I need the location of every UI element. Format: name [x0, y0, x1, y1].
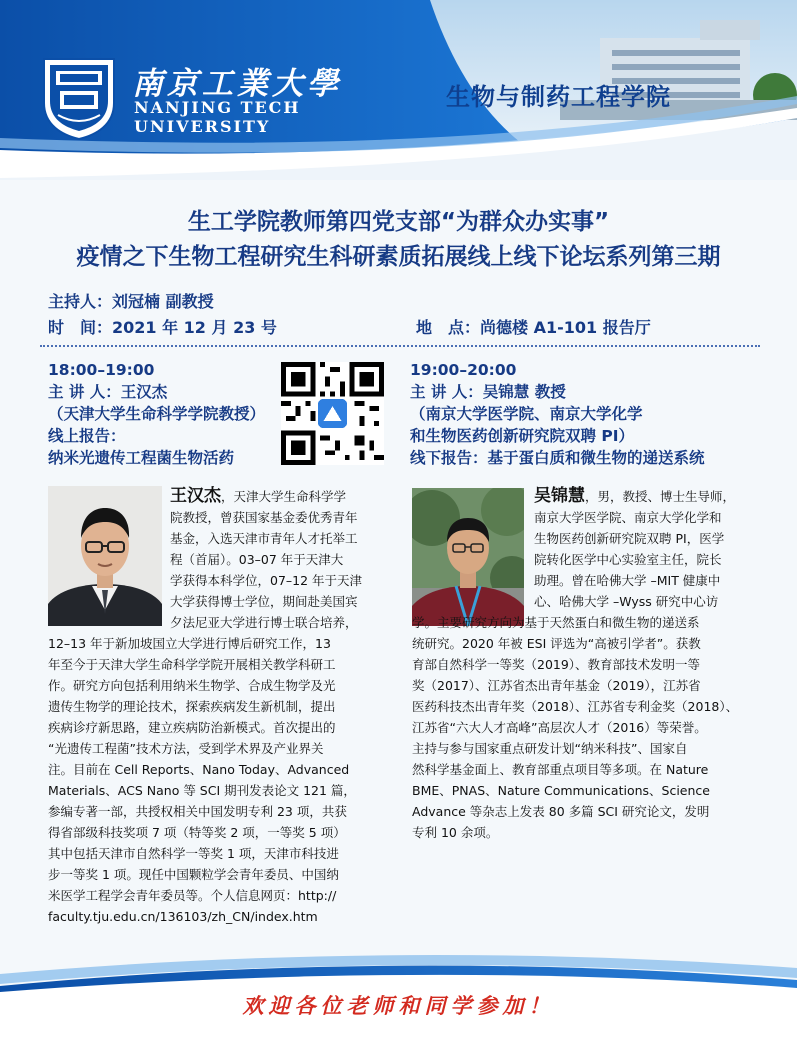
speaker1-bio	[48, 486, 388, 927]
speaker2-bio-line: 学。主要研究方向为基于天然蛋白和微生物的递送系	[412, 615, 700, 630]
speaker2-header	[410, 359, 705, 469]
speaker2-bio-line: ，男，教授、博士生导师，	[585, 489, 736, 504]
speaker2-time: 19:00–20:00	[410, 361, 517, 379]
speaker1-bio-line: 年至今于天津大学生命科学学院开展相关教学科研工	[48, 657, 336, 672]
speaker1-bio-line: 学获得本科学位，07–12 年于天津	[170, 573, 363, 588]
speaker2-bio-line: Advance 等杂志上发表 80 多篇 SCI 研究论文，发明	[412, 804, 710, 819]
speaker1-header	[48, 359, 265, 469]
speaker1-bio-line: 夕法尼亚大学进行博士联合培养，	[170, 615, 358, 630]
speaker2-bio-line: 生物医药创新研究院双聘 PI，医学	[534, 531, 725, 546]
speaker1-topic: 纳米光遗传工程菌生物活药	[48, 449, 235, 467]
speaker2-bio-line: 奖（2017）、江苏省杰出青年基金（2019），江苏省	[412, 678, 701, 693]
speaker2-bio-line: 育部自然科学一等奖（2019）、教育部技术发明一等	[412, 657, 701, 672]
speaker2-bio-line: 统研究。2020 年被 ESI 评选为“高被引学者”。获教	[412, 636, 701, 651]
event-title-line2: 疫情之下生物工程研究生科研素质拓展线上线下论坛系列第三期	[76, 244, 721, 270]
host-info: 主持人：刘冠楠 副教授	[48, 292, 214, 311]
speaker1-bio-line: 大学获得博士学位，期间赴美国宾	[170, 594, 358, 609]
speaker1-bio-line: Materials、ACS Nano 等 SCI 期刊发表论文 121 篇，	[48, 783, 356, 798]
speaker1-bio-line: 得省部级科技奖项 7 项（特等奖 2 项，一等奖 5 项）	[48, 825, 346, 840]
speaker1-affiliation: （天津大学生命科学学院教授）	[48, 405, 266, 423]
speaker1-time: 18:00–19:00	[48, 361, 155, 379]
speaker1-bio-line: 参编专著一部，共授权相关中国发明专利 23 项，共获	[48, 804, 347, 819]
event-title-line1: 生工学院教师第四党支部“为群众办实事”	[187, 209, 610, 235]
speaker1-name: 主 讲 人：王汉杰	[48, 383, 168, 401]
speaker2-bio-name: 吴锦慧	[534, 486, 585, 506]
welcome-message: 欢迎各位老师和同学参加！	[242, 993, 555, 1018]
university-name-en-line2: UNIVERSITY	[134, 117, 271, 136]
speaker1-bio-line: 其中包括天津市自然科学一等奖 1 项，天津市科技进	[48, 846, 339, 861]
section-divider	[40, 345, 760, 347]
speaker2-bio-line: BME、PNAS、Nature Communications、Science	[412, 783, 710, 798]
university-name-en-line1: NANJING TECH	[134, 98, 301, 117]
speaker2-bio-line: 专利 10 余项。	[412, 825, 499, 840]
speaker1-bio-line: 院教授，曾获国家基金委优秀青年	[170, 510, 358, 525]
speaker2-name: 主 讲 人：吴锦慧 教授	[410, 383, 566, 401]
speaker1-bio-line: ，天津大学生命科学学	[221, 489, 347, 504]
header-background	[0, 0, 797, 180]
speaker1-bio-line: 米医学工程学会青年委员等。个人信息网页：http://	[48, 888, 337, 903]
header-banner	[0, 0, 797, 180]
university-name-cn: 南京工業大學	[132, 66, 342, 102]
speaker1-bio-line: “光遗传工程菌”技术方法，受到学术界及产业界关	[48, 741, 324, 756]
speaker2-bio-line: 心、哈佛大学 –Wyss 研究中心访	[534, 594, 719, 609]
speaker2-topic: 线下报告：基于蛋白质和微生物的递送系统	[410, 449, 705, 467]
speaker1-bio-line: 注。目前在 Cell Reports、Nano Today、Advanced	[48, 762, 350, 777]
speaker1-bio-name: 王汉杰	[170, 486, 221, 506]
speaker2-bio-line: 医药科技杰出青年奖（2018）、江苏省专利金奖（2018）、	[412, 699, 739, 714]
speaker1-report-type: 线上报告：	[48, 427, 126, 445]
speaker2-bio-line: 南京大学医学院、南京大学化学和	[534, 510, 722, 525]
university-emblem-icon	[40, 55, 118, 141]
speaker2-affiliation-line1: （南京大学医学院、南京大学化学	[410, 405, 643, 423]
speaker1-bio-line: 步一等奖 1 项。现任中国颗粒学会青年委员、中国纳	[48, 867, 339, 882]
speaker2-bio-line: 江苏省“六大人才高峰”高层次人才（2016）等荣誉。	[412, 720, 707, 735]
speaker1-bio-line: 程（首届）。03–07 年于天津大	[170, 552, 344, 567]
speaker1-bio-line: 遗传生物学的理论技术，探索疾病发生新机制，提出	[48, 699, 336, 714]
speaker2-bio-line: 院转化医学中心实验室主任，院长	[534, 552, 722, 567]
speaker2-bio-line: 主持与参与国家重点研发计划“纳米科技”、国家自	[412, 741, 688, 756]
speaker2-bio	[412, 486, 757, 843]
speaker1-homepage-link[interactable]: faculty.tju.edu.cn/136103/zh_CN/index.htm	[48, 909, 318, 924]
place-info: 地 点：尚德楼 A1-101 报告厅	[416, 318, 651, 337]
speaker1-bio-line: 疾病诊疗新思路，建立疾病防治新模式。首次提出的	[48, 720, 336, 735]
qr-code[interactable]	[281, 362, 384, 465]
college-name: 生物与制药工程学院	[446, 83, 671, 111]
speaker1-bio-line: 基金，入选天津市青年人才托举工	[170, 531, 358, 546]
speaker1-bio-line: 作。研究方向包括利用纳米生物学、合成生物学及光	[48, 678, 336, 693]
time-info: 时 间：2021 年 12 月 23 号	[48, 318, 277, 337]
speaker1-bio-line: 12–13 年于新加坡国立大学进行博后研究工作，13	[48, 636, 331, 651]
speaker2-bio-line: 助理。曾在哈佛大学 –MIT 健康中	[534, 573, 721, 588]
speaker2-affiliation-line2: 和生物医药创新研究院双聘 PI）	[410, 427, 635, 445]
speaker2-bio-line: 然科学基金面上、教育部重点项目等多项。在 Nature	[412, 762, 709, 777]
